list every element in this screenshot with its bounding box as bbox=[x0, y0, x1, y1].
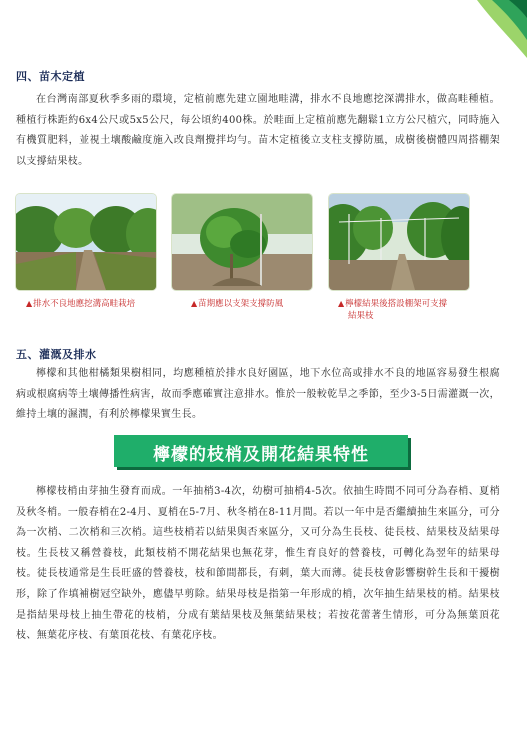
section-4-heading: 四、苗木定植 bbox=[16, 70, 85, 83]
caption-text-line-1: 檸檬結果後搭設棚架可支撐 bbox=[345, 299, 448, 309]
caption-text: 排水不良地應挖溝高畦栽培 bbox=[33, 299, 136, 309]
photo-seedling-support bbox=[172, 194, 312, 290]
section-5-paragraph bbox=[16, 364, 500, 426]
triangle-marker-icon: ▲ bbox=[26, 299, 33, 308]
section-6-text: 檸檬枝梢由芽抽生發育而成。一年抽梢3-4次，幼樹可抽梢4-5次。依抽生時間不同可分為春梢、夏梢及秋冬梢。一般春梢在2-4月、夏梢在5-7月、秋冬梢在8-11月間。若以一年中是否繼續抽生來區分，可分為一次梢、二次梢和三次梢。這些枝梢若以結果與否來區分，又可分為生長枝、徒長枝、結果枝及結果母枝。生長枝又稱營養枝，此類枝梢不開花結果也無花芽，惟生育良好的營養枝，可轉化為翌年的結果母枝。徒長枝通常是生長旺盛的營養枝，枝和節間都長，有刺，葉大而薄。徒長枝會影響樹幹生長和干擾樹形，除了作填補樹冠空缺外，應儘早剪除。結果母枝是指第一年形成的梢，次年抽生結果枝的梢。結果枝是指結果母枝上抽生帶花的枝梢，分成有葉結果枝及無葉結果枝；若按花蕾著生情形，可分為無葉頂花枝、無葉花序枝、有葉頂花枝、有葉花序枝。 bbox=[16, 486, 500, 642]
caption-photo-1 bbox=[26, 298, 135, 310]
section-4-text: 在台灣南部夏秋季多雨的環境，定植前應先建立園地畦溝，排水不良地應挖深溝排水，做高畦種植。種植行株距約6x4公尺或5x5公尺，每公頃約400株。於畦面上定植前應先翻鬆1立方公尺植穴，同時施入有機質肥料，並視土壤酸鹼度施入改良劑攪拌均勻。苗木定植後立支柱支撐防風，成樹後樹體四周搭棚架以支撐結果枝。 bbox=[16, 94, 500, 167]
caption-text: 苗期應以支架支撐防風 bbox=[198, 299, 284, 309]
section-5-heading: 五、灌溉及排水 bbox=[16, 348, 97, 361]
section-5-text: 檸檬和其他柑橘類果樹相同，均應種植於排水良好園區，地下水位高或排水不良的地區容易發生根腐病或根腐病等土壤傳播性病害，故而季應確實注意排水。惟於一般較乾旱之季節，至少3-5日需灌溉一次，維持土壤的濕潤，有利於檸檬果實生長。 bbox=[16, 368, 500, 421]
corner-decoration bbox=[437, 0, 527, 58]
section-6-paragraph bbox=[16, 482, 500, 647]
caption-photo-3 bbox=[338, 298, 447, 322]
section-banner bbox=[114, 435, 408, 467]
triangle-marker-icon: ▲ bbox=[338, 299, 345, 308]
photo-trellis-support bbox=[329, 194, 469, 290]
photo-drainage-raised-bed bbox=[16, 194, 156, 290]
caption-text-line-2: 結果枝 bbox=[348, 311, 374, 321]
triangle-marker-icon: ▲ bbox=[191, 299, 198, 308]
caption-photo-2 bbox=[191, 298, 283, 310]
section-4-paragraph bbox=[16, 90, 500, 172]
banner-title: 檸檬的枝梢及開花結果特性 bbox=[153, 445, 369, 465]
